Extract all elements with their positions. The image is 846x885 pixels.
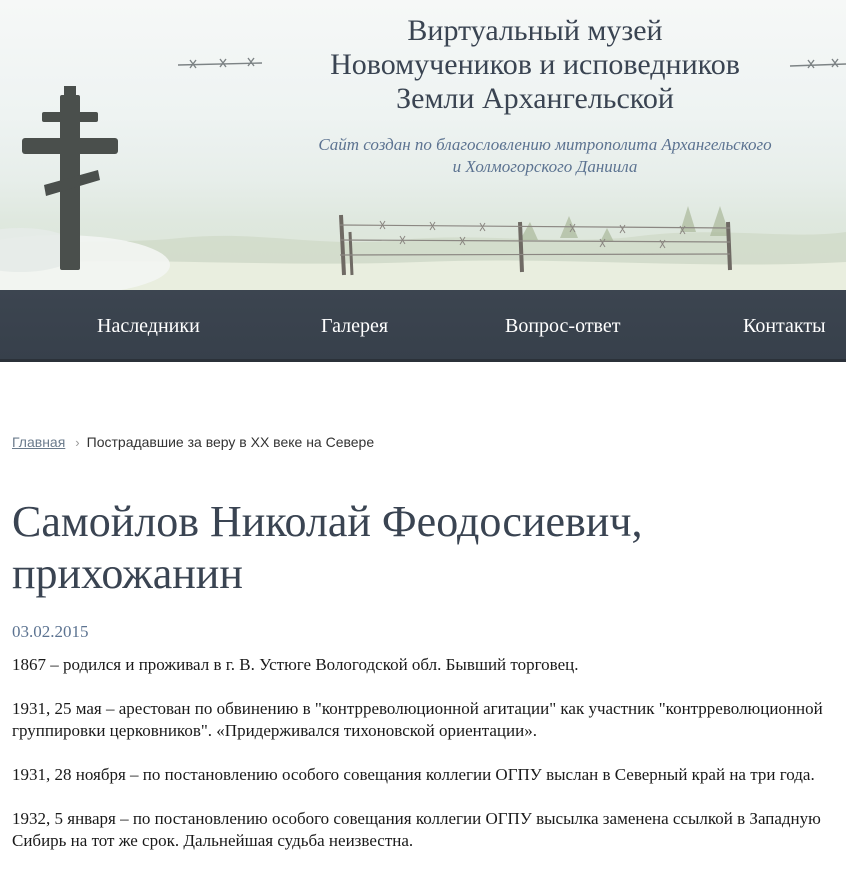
site-subtitle-line: и Холмогорского Даниила — [452, 157, 638, 176]
nav-item-gallery[interactable]: Галерея — [321, 315, 389, 337]
article-paragraph: 1931, 25 мая – арестован по обвинению в "контрреволюционной агитации" как участник "контрреволюционной группировки церковников". «Придерживался тихоновской ориентации». — [12, 699, 823, 740]
site-title-line: Новомучеников и исповедников — [330, 48, 740, 81]
chevron-right-icon: › — [75, 435, 80, 450]
site-header — [0, 0, 846, 290]
breadcrumb-current: Пострадавшие за веру в XX веке на Севере — [86, 434, 375, 450]
site-subtitle-line: Сайт создан по благословлению митрополита Архангельского — [318, 135, 772, 154]
article-paragraph: 1867 – родился и проживал в г. В. Устюге Вологодской обл. Бывший торговец. — [12, 655, 579, 674]
article-body — [12, 654, 842, 874]
breadcrumb-home-link[interactable]: Главная — [12, 434, 66, 450]
site-title — [250, 14, 820, 116]
site-subtitle — [250, 134, 840, 178]
site-title-line: Виртуальный музей — [407, 14, 663, 47]
article-paragraph: 1931, 28 ноября – по постановлению особого совещания коллегии ОГПУ выслан в Северный край на три года. — [12, 765, 815, 784]
nav-item-faq[interactable]: Вопрос-ответ — [505, 315, 621, 337]
breadcrumb — [12, 434, 374, 454]
article-paragraph: 1932, 5 января – по постановлению особого совещания коллегии ОГПУ высылка заменена ссылкой в Западную Сибирь на тот же срок. Дальнейшая судьба неизвестна. — [12, 809, 821, 850]
main-nav — [0, 290, 846, 362]
nav-item-contacts[interactable]: Контакты — [743, 315, 826, 337]
page-title-line: Самойлов Николай Феодосиевич, — [12, 497, 643, 546]
page-title-line: прихожанин — [12, 549, 243, 598]
site-title-line: Земли Архангельской — [396, 82, 674, 115]
post-date: 03.02.2015 — [12, 622, 89, 641]
page-title — [12, 496, 832, 600]
nav-item-heirs[interactable]: Наследники — [97, 315, 200, 337]
